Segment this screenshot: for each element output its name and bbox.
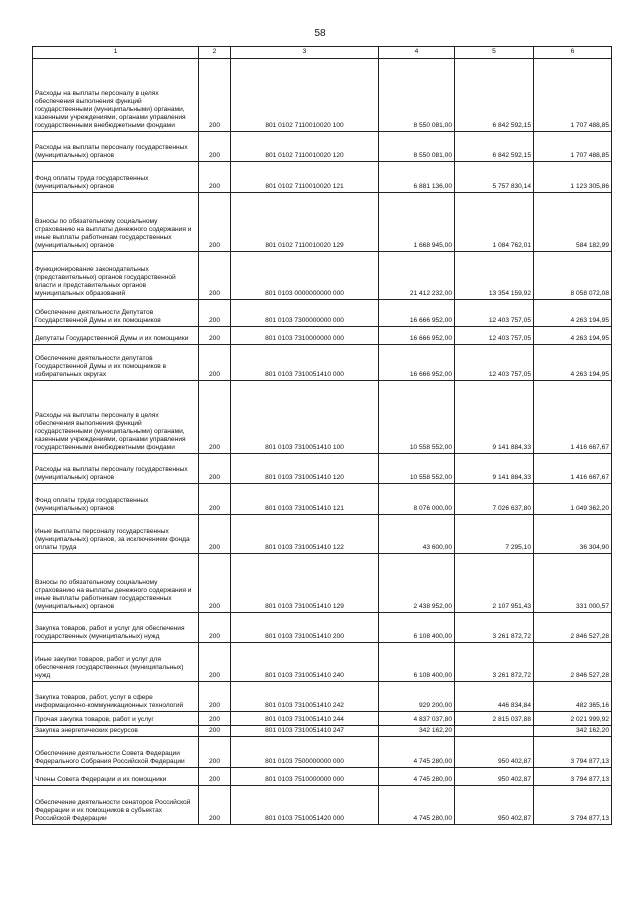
expense-name-cell: Обеспечение деятельности депутатов Государственной Думы и их помощников в избирательных округах — [33, 345, 199, 381]
approved-amount-cell: 43 600,00 — [379, 515, 455, 554]
admin-code-cell: 200 — [199, 345, 231, 381]
table-row — [33, 726, 612, 737]
admin-code-cell: 200 — [199, 381, 231, 454]
expense-name-cell: Закупка энергетических ресурсов — [33, 726, 199, 737]
expense-name-cell: Обеспечение деятельности Совета Федерации Федерального Собрания Российской Федерации — [33, 737, 199, 768]
budget-classification-code-cell: 801 0103 7510000000 000 — [231, 768, 379, 786]
admin-code-cell: 200 — [199, 162, 231, 193]
approved-amount-cell: 6 108 400,00 — [379, 613, 455, 643]
approved-amount-cell: 4 745 280,00 — [379, 737, 455, 768]
budget-classification-code-cell: 801 0103 7310051410 244 — [231, 712, 379, 726]
budget-classification-code-cell: 801 0103 7510051420 000 — [231, 786, 379, 825]
approved-amount-cell: 2 438 952,00 — [379, 554, 455, 613]
expense-name-cell: Закупка товаров, работ, услуг в сфере информационно-коммуникационных технологий — [33, 682, 199, 712]
unexecuted-amount-cell: 2 846 527,28 — [534, 643, 612, 682]
column-number: 6 — [534, 47, 612, 59]
expense-name-cell: Обеспечение деятельности сенаторов Российской Федерации и их помощников в субъектах Российской Федерации — [33, 786, 199, 825]
executed-amount-cell: 2 815 037,88 — [455, 712, 534, 726]
approved-amount-cell: 6 108 400,00 — [379, 643, 455, 682]
approved-amount-cell: 929 200,00 — [379, 682, 455, 712]
approved-amount-cell: 1 668 945,00 — [379, 193, 455, 252]
admin-code-cell: 200 — [199, 712, 231, 726]
executed-amount-cell: 446 834,84 — [455, 682, 534, 712]
table-row — [33, 682, 612, 712]
unexecuted-amount-cell: 4 263 194,95 — [534, 327, 612, 345]
approved-amount-cell: 16 666 952,00 — [379, 300, 455, 327]
table-row — [33, 737, 612, 768]
unexecuted-amount-cell: 1 123 305,86 — [534, 162, 612, 193]
admin-code-cell: 200 — [199, 726, 231, 737]
table-row — [33, 454, 612, 484]
approved-amount-cell: 4 745 280,00 — [379, 768, 455, 786]
table-row — [33, 300, 612, 327]
unexecuted-amount-cell: 4 263 194,95 — [534, 300, 612, 327]
executed-amount-cell: 12 403 757,05 — [455, 345, 534, 381]
budget-classification-code-cell: 801 0103 7310051410 121 — [231, 484, 379, 515]
admin-code-cell: 200 — [199, 59, 231, 132]
approved-amount-cell: 16 666 952,00 — [379, 345, 455, 381]
budget-classification-code-cell: 801 0102 7110010020 120 — [231, 132, 379, 162]
executed-amount-cell: 12 403 757,05 — [455, 327, 534, 345]
table-row — [33, 484, 612, 515]
executed-amount-cell: 9 141 884,33 — [455, 454, 534, 484]
approved-amount-cell: 10 558 552,00 — [379, 454, 455, 484]
admin-code-cell: 200 — [199, 643, 231, 682]
executed-amount-cell: 3 261 872,72 — [455, 643, 534, 682]
budget-classification-code-cell: 801 0103 7310051410 240 — [231, 643, 379, 682]
unexecuted-amount-cell: 4 263 194,95 — [534, 345, 612, 381]
unexecuted-amount-cell: 8 058 072,08 — [534, 252, 612, 300]
budget-classification-code-cell: 801 0103 0000000000 000 — [231, 252, 379, 300]
table-row — [33, 252, 612, 300]
table-row — [33, 381, 612, 454]
table-row — [33, 132, 612, 162]
unexecuted-amount-cell: 36 304,90 — [534, 515, 612, 554]
approved-amount-cell: 16 666 952,00 — [379, 327, 455, 345]
unexecuted-amount-cell: 342 162,20 — [534, 726, 612, 737]
table-row — [33, 786, 612, 825]
expense-name-cell: Взносы по обязательному социальному страхованию на выплаты денежного содержания и иные выплаты работникам государственных (муниципальных) органов — [33, 554, 199, 613]
column-number: 3 — [231, 47, 379, 59]
executed-amount-cell: 13 354 159,92 — [455, 252, 534, 300]
column-number: 1 — [33, 47, 199, 59]
executed-amount-cell: 6 842 592,15 — [455, 132, 534, 162]
admin-code-cell: 200 — [199, 132, 231, 162]
table-row — [33, 554, 612, 613]
budget-classification-code-cell: 801 0103 7310051410 120 — [231, 454, 379, 484]
executed-amount-cell: 1 084 762,01 — [455, 193, 534, 252]
budget-classification-code-cell: 801 0103 7310051410 242 — [231, 682, 379, 712]
executed-amount-cell: 5 757 830,14 — [455, 162, 534, 193]
unexecuted-amount-cell: 2 846 527,28 — [534, 613, 612, 643]
approved-amount-cell: 8 550 081,00 — [379, 59, 455, 132]
budget-classification-code-cell: 801 0102 7110010020 121 — [231, 162, 379, 193]
budget-classification-code-cell: 801 0102 7110010020 100 — [231, 59, 379, 132]
table-row — [33, 327, 612, 345]
approved-amount-cell: 4 837 037,80 — [379, 712, 455, 726]
expense-name-cell: Иные выплаты персоналу государственных (муниципальных) органов, за исключением фонда оплаты труда — [33, 515, 199, 554]
column-number-row — [33, 47, 612, 59]
admin-code-cell: 200 — [199, 300, 231, 327]
budget-classification-code-cell: 801 0103 7310051410 000 — [231, 345, 379, 381]
executed-amount-cell: 950 402,87 — [455, 737, 534, 768]
table-row — [33, 59, 612, 132]
executed-amount-cell: 7 026 637,80 — [455, 484, 534, 515]
expense-name-cell: Прочая закупка товаров, работ и услуг — [33, 712, 199, 726]
unexecuted-amount-cell: 2 021 999,92 — [534, 712, 612, 726]
unexecuted-amount-cell: 331 000,57 — [534, 554, 612, 613]
budget-classification-code-cell: 801 0102 7110010020 129 — [231, 193, 379, 252]
admin-code-cell: 200 — [199, 515, 231, 554]
executed-amount-cell: 3 261 872,72 — [455, 613, 534, 643]
table-row — [33, 643, 612, 682]
table-row — [33, 768, 612, 786]
admin-code-cell: 200 — [199, 327, 231, 345]
admin-code-cell: 200 — [199, 484, 231, 515]
table-row — [33, 345, 612, 381]
expense-name-cell: Расходы на выплаты персоналу государственных (муниципальных) органов — [33, 454, 199, 484]
approved-amount-cell: 10 558 552,00 — [379, 381, 455, 454]
admin-code-cell: 200 — [199, 682, 231, 712]
column-number: 4 — [379, 47, 455, 59]
budget-classification-code-cell: 801 0103 7310051410 100 — [231, 381, 379, 454]
table-row — [33, 515, 612, 554]
admin-code-cell: 200 — [199, 454, 231, 484]
expense-name-cell: Фонд оплаты труда государственных (муниципальных) органов — [33, 162, 199, 193]
column-number: 2 — [199, 47, 231, 59]
expense-name-cell: Депутаты Государственной Думы и их помощники — [33, 327, 199, 345]
executed-amount-cell: 950 402,87 — [455, 786, 534, 825]
admin-code-cell: 200 — [199, 737, 231, 768]
admin-code-cell: 200 — [199, 252, 231, 300]
unexecuted-amount-cell: 1 416 667,67 — [534, 381, 612, 454]
unexecuted-amount-cell: 584 182,99 — [534, 193, 612, 252]
page-number: 58 — [314, 28, 326, 39]
executed-amount-cell: 2 107 951,43 — [455, 554, 534, 613]
budget-classification-code-cell: 801 0103 7310051410 200 — [231, 613, 379, 643]
admin-code-cell: 200 — [199, 554, 231, 613]
expense-name-cell: Иные закупки товаров, работ и услуг для обеспечения государственных (муниципальных) нужд — [33, 643, 199, 682]
approved-amount-cell: 8 550 081,00 — [379, 132, 455, 162]
expense-name-cell: Фонд оплаты труда государственных (муниципальных) органов — [33, 484, 199, 515]
approved-amount-cell: 8 076 000,00 — [379, 484, 455, 515]
admin-code-cell: 200 — [199, 193, 231, 252]
unexecuted-amount-cell: 1 416 667,67 — [534, 454, 612, 484]
executed-amount-cell: 9 141 884,33 — [455, 381, 534, 454]
expense-name-cell: Функционирование законодательных (представительных) органов государственной власти и представительных органов муниципальных образований — [33, 252, 199, 300]
unexecuted-amount-cell: 1 707 488,85 — [534, 132, 612, 162]
executed-amount-cell: 12 403 757,05 — [455, 300, 534, 327]
executed-amount-cell — [455, 726, 534, 737]
admin-code-cell: 200 — [199, 613, 231, 643]
approved-amount-cell: 342 162,20 — [379, 726, 455, 737]
table-row — [33, 712, 612, 726]
unexecuted-amount-cell: 3 794 877,13 — [534, 786, 612, 825]
approved-amount-cell: 4 745 280,00 — [379, 786, 455, 825]
unexecuted-amount-cell: 482 365,16 — [534, 682, 612, 712]
expense-name-cell: Взносы по обязательному социальному страхованию на выплаты денежного содержания и иные выплаты работникам государственных (муниципальных) органов — [33, 193, 199, 252]
unexecuted-amount-cell: 1 049 362,20 — [534, 484, 612, 515]
expense-name-cell: Расходы на выплаты персоналу в целях обеспечения выполнения функций государственными (муниципальными) органами, казенными учреждениями, органами управления государственными внебюджетными фондами — [33, 381, 199, 454]
expense-name-cell: Расходы на выплаты персоналу государственных (муниципальных) органов — [33, 132, 199, 162]
budget-classification-code-cell: 801 0103 7300000000 000 — [231, 300, 379, 327]
unexecuted-amount-cell: 1 707 488,85 — [534, 59, 612, 132]
expense-name-cell: Обеспечение деятельности Депутатов Государственной Думы и их помощников — [33, 300, 199, 327]
table-row — [33, 613, 612, 643]
budget-classification-code-cell: 801 0103 7500000000 000 — [231, 737, 379, 768]
expense-name-cell: Расходы на выплаты персоналу в целях обеспечения выполнения функций государственными (муниципальными) органами, казенными учреждениями, органами управления государственными внебюджетными фондами — [33, 59, 199, 132]
executed-amount-cell: 950 402,87 — [455, 768, 534, 786]
admin-code-cell: 200 — [199, 768, 231, 786]
budget-classification-code-cell: 801 0103 7310051410 129 — [231, 554, 379, 613]
approved-amount-cell: 21 412 232,00 — [379, 252, 455, 300]
approved-amount-cell: 6 881 136,00 — [379, 162, 455, 193]
table-row — [33, 193, 612, 252]
budget-classification-code-cell: 801 0103 7310000000 000 — [231, 327, 379, 345]
unexecuted-amount-cell: 3 794 877,13 — [534, 737, 612, 768]
column-number: 5 — [455, 47, 534, 59]
unexecuted-amount-cell: 3 794 877,13 — [534, 768, 612, 786]
executed-amount-cell: 6 842 592,15 — [455, 59, 534, 132]
budget-classification-code-cell: 801 0103 7310051410 122 — [231, 515, 379, 554]
admin-code-cell: 200 — [199, 786, 231, 825]
budget-table — [32, 46, 612, 825]
table-row — [33, 162, 612, 193]
budget-classification-code-cell: 801 0103 7310051410 247 — [231, 726, 379, 737]
executed-amount-cell: 7 295,10 — [455, 515, 534, 554]
expense-name-cell: Закупка товаров, работ и услуг для обеспечения государственных (муниципальных) нужд — [33, 613, 199, 643]
expense-name-cell: Члены Совета Федерации и их помощники — [33, 768, 199, 786]
